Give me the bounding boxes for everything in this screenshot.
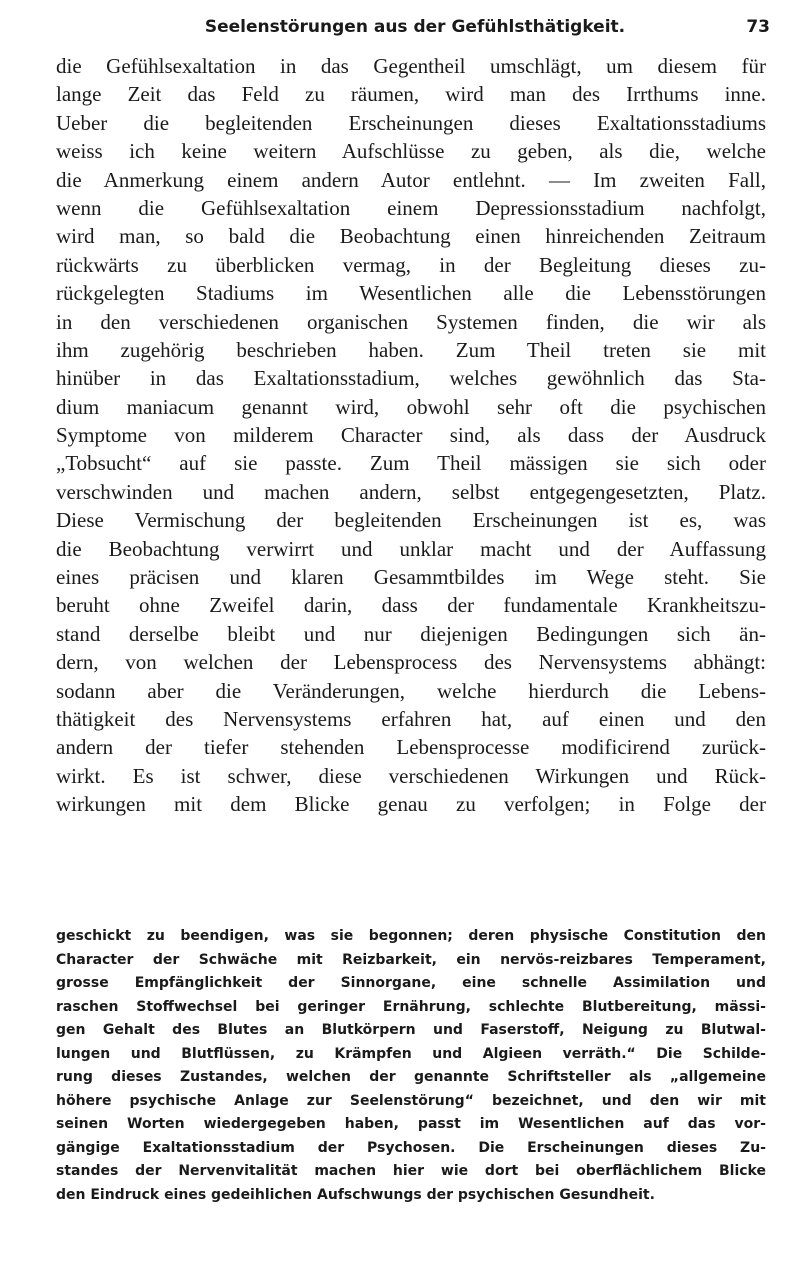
text-line: stand derselbe bleibt und nur diejenigen Bedingungen sich än- xyxy=(56,621,766,646)
footnote-line: grosse Empfänglichkeit der Sinnorgane, eine schnelle Assimilation und xyxy=(56,975,766,991)
text-line: wirkungen mit dem Blicke genau zu verfolgen; in Folge der xyxy=(56,792,766,817)
text-line: wirkt. Es ist schwer, diese verschiedenen Wirkungen und Rück- xyxy=(56,763,766,788)
footnote-line: seinen Worten wiedergegeben haben, passt im Wesentlichen auf das vor- xyxy=(56,1116,766,1132)
footnote-line: gängige Exaltationsstadium der Psychosen. Die Erscheinungen dieses Zu- xyxy=(56,1139,766,1156)
footnote-line: rung dieses Zustandes, welchen der genannte Schriftsteller als „allgemeine xyxy=(56,1069,766,1085)
footnote xyxy=(56,925,766,1207)
text-line: „Tobsucht“ auf sie passte. Zum Theil mässigen sie sich oder xyxy=(56,451,766,476)
footnote-line: Character der Schwäche mit Reizbarkeit, ein nervös-reizbares Temperament, xyxy=(56,951,766,968)
text-line: in den verschiedenen organischen Systemen finden, die wir als xyxy=(56,309,766,334)
footnote-line: geschickt zu beendigen, was sie begonnen; deren physische Constitution den xyxy=(56,928,766,944)
running-title: Seelenstörungen aus der Gefühlsthätigkeit. xyxy=(204,17,626,37)
footnote-line: standes der Nervenvitalität machen hier wie dort bei oberflächlichem Blicke xyxy=(56,1163,766,1179)
text-line: wird man, so bald die Beobachtung einen hinreichenden Zeitraum xyxy=(56,224,766,249)
text-line: die Beobachtung verwirrt und unklar macht und der Auffassung xyxy=(56,536,766,561)
text-line: dern, von welchen der Lebensprocess des Nervensystems abhängt: xyxy=(56,650,766,675)
footnote-line: den Eindruck eines gedeihlichen Aufschwungs der psychischen Gesundheit. xyxy=(56,1186,655,1203)
footnote-line: gen Gehalt des Blutes an Blutkörpern und Faserstoff, Neigung zu Blutwal- xyxy=(56,1022,766,1038)
text-line: verschwinden und machen andern, selbst entgegengesetzten, Platz. xyxy=(56,479,766,504)
text-line: eines präcisen und klaren Gesammtbildes im Wege steht. Sie xyxy=(56,565,766,590)
text-line: hinüber in das Exaltationsstadium, welches gewöhnlich das Sta- xyxy=(56,366,766,391)
main-text xyxy=(56,52,766,819)
text-line: dium maniacum genannt wird, obwohl sehr oft die psychischen xyxy=(56,394,766,419)
footnote-line: raschen Stoffwechsel bei geringer Ernährung, schlechte Blutbereitung, mässi- xyxy=(56,998,766,1015)
text-line: lange Zeit das Feld zu räumen, wird man des Irrthums inne. xyxy=(56,82,766,107)
page-number: 73 xyxy=(746,17,770,37)
text-line: Ueber die begleitenden Erscheinungen dieses Exaltationsstadiums xyxy=(56,110,766,135)
text-line: weiss ich keine weitern Aufschlüsse zu geben, als die, welche xyxy=(56,139,766,164)
footnote-line: lungen und Blutflüssen, zu Krämpfen und Algieen verräth.“ Die Schilde- xyxy=(56,1045,766,1062)
text-line: wenn die Gefühlsexaltation einem Depressionsstadium nachfolgt, xyxy=(56,195,766,220)
text-line: Diese Vermischung der begleitenden Erscheinungen ist es, was xyxy=(56,508,766,533)
footnote-line: höhere psychische Anlage zur Seelenstörung“ bezeichnet, und den wir mit xyxy=(56,1092,766,1109)
running-head xyxy=(60,12,770,42)
text-line: beruht ohne Zweifel darin, dass der fundamentale Krankheitszu- xyxy=(56,593,766,618)
text-line: rückgelegten Stadiums im Wesentlichen alle die Lebensstörungen xyxy=(56,281,766,306)
text-line: die Anmerkung einem andern Autor entlehnt. — Im zweiten Fall, xyxy=(56,167,766,192)
text-line: thätigkeit des Nervensystems erfahren hat, auf einen und den xyxy=(56,706,766,731)
text-line: rückwärts zu überblicken vermag, in der Begleitung dieses zu- xyxy=(56,252,766,277)
text-line: andern der tiefer stehenden Lebensprocesse modificirend zurück- xyxy=(56,735,766,760)
text-line: die Gefühlsexaltation in das Gegentheil umschlägt, um diesem für xyxy=(56,54,766,78)
text-line: sodann aber die Veränderungen, welche hierdurch die Lebens- xyxy=(56,678,766,703)
text-line: Symptome von milderem Character sind, als dass der Ausdruck xyxy=(56,423,766,448)
text-line: ihm zugehörig beschrieben haben. Zum Theil treten sie mit xyxy=(56,337,766,362)
